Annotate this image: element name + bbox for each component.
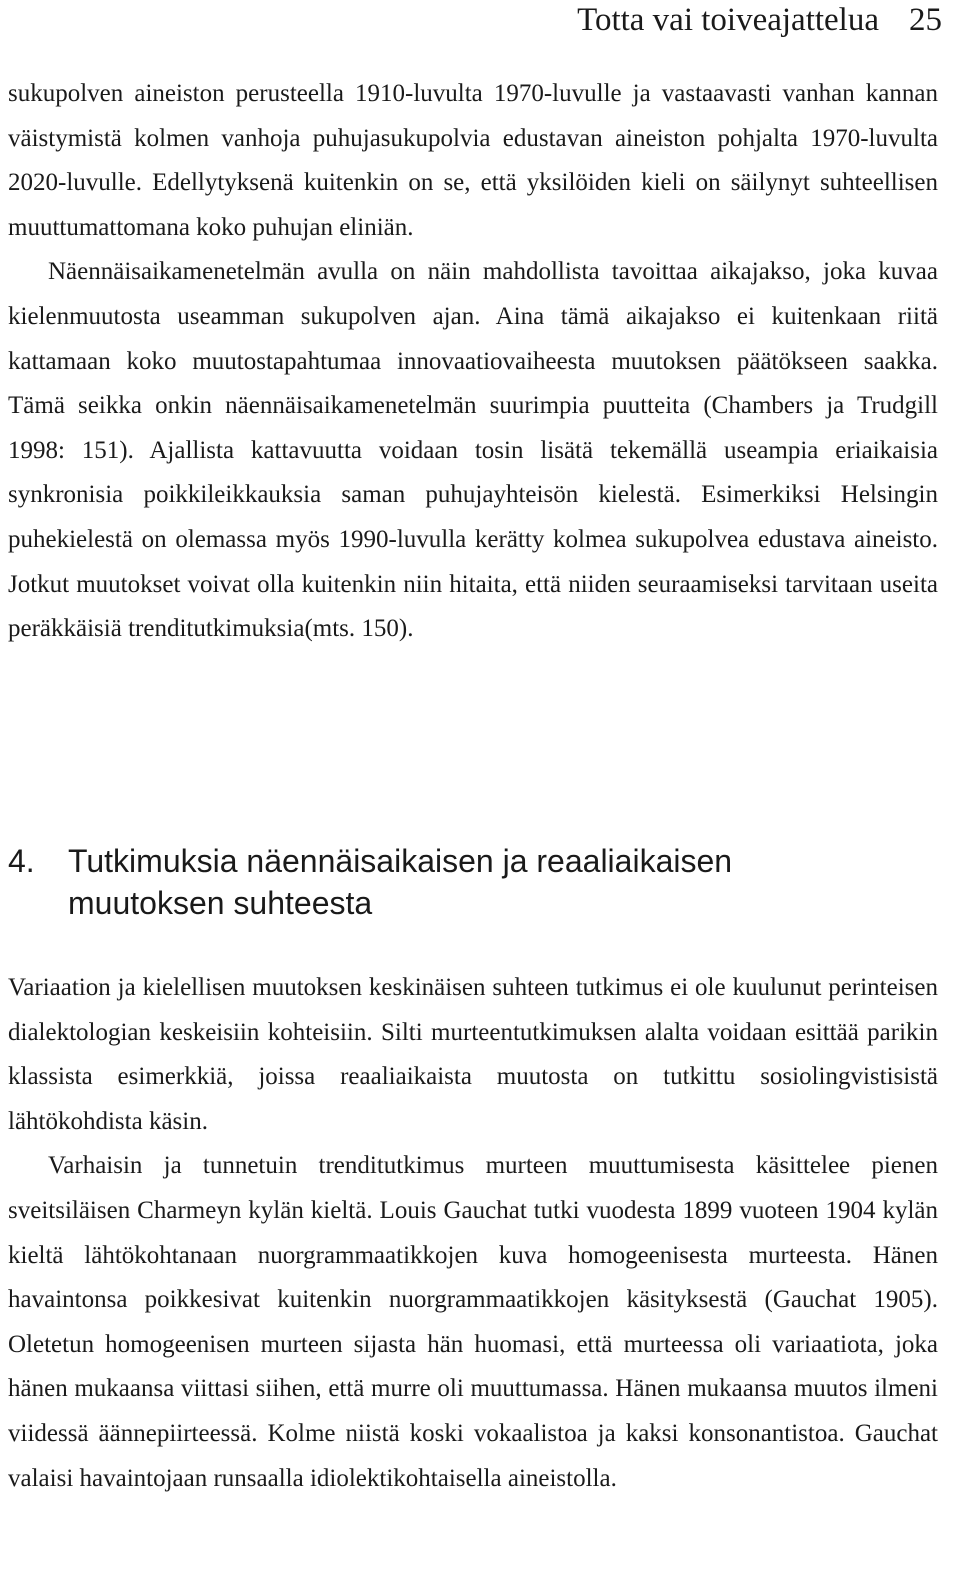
section-title-line-1: Tutkimuksia näennäisaikaisen ja reaaliaikaisen bbox=[68, 843, 733, 879]
paragraph: Variaation ja kielellisen muutoksen keskinäisen suhteen tutkimus ei ole kuulunut perinteisen dialektologian keskeisiin kohteisiin. Silti murteentutkimuksen alalta voidaan esittää parikin klassista esimerkkiä, joissa reaaliaikaista muutosta on tutkittu sosiolingvistisistä lähtökohdista käsin. bbox=[8, 974, 938, 1135]
paragraph-continued: sukupolven aineiston perusteella 1910-luvulta 1970-luvulle ja vastaavasti vanhan kannan väistymistä kolmen vanhoja puhujasukupolvia edustavan aineiston pohjalta 1970-luvulta 2020-luvulle. Edellytyksenä kuitenkin on se, että yksilöiden kieli on säilynyt suhteellisen muuttumattomana koko puhujan eliniän. bbox=[8, 80, 938, 241]
running-head-title: Totta vai toiveajattelua bbox=[577, 2, 879, 38]
page-number: 25 bbox=[909, 2, 942, 38]
section-title-line-2: muutoksen suhteesta bbox=[68, 885, 373, 921]
body-text-before-section bbox=[8, 72, 938, 652]
paragraph: Varhaisin ja tunnetuin trenditutkimus murteen muuttumisesta käsittelee pienen sveitsiläisen Charmeyn kylän kieltä. Louis Gauchat tutki vuodesta 1899 vuoteen 1904 kylän kieltä lähtökohtanaan nuorgrammaatikkojen kuva homogeenisesta murteesta. Hänen havaintonsa poikkesivat kuitenkin nuorgrammaatikkojen käsityksestä (Gauchat 1905). Oletetun homogeenisen murteen sijasta hän huomasi, että murteessa oli variaatiota, joka hänen mukaansa viittasi siihen, että murre oli muuttumassa. Hänen mukaansa muutos ilmeni viidessä äännepiirteessä. Kolme niistä koski vokaalistoa ja kaksi konsonantistoa. Gauchat valaisi havaintojaan runsaalla idiolektikohtaisella aineistolla. bbox=[8, 1152, 938, 1492]
section-number: 4. bbox=[8, 843, 35, 879]
body-text-after-section bbox=[8, 966, 938, 1501]
section-heading bbox=[8, 840, 938, 924]
paragraph: Näennäisaikamenetelmän avulla on näin mahdollista tavoittaa aikajakso, joka kuvaa kielenmuutosta useamman sukupolven ajan. Aina tämä aikajakso ei kuitenkaan riitä kattamaan koko muutostapahtumaa innovaatiovaiheesta muutoksen päätökseen saakka. Tämä seikka onkin näennäisaikamenetelmän suurimpia puutteita (Chambers ja Trudgill 1998: 151). Ajallista kattavuutta voidaan tosin lisätä tekemällä useampia eriaikaisia synkronisia poikkileikkauksia saman puhujayhteisön kielestä. Esimerkiksi Helsingin puhekielestä on olemassa myös 1990-luvulla kerätty kolmea sukupolvea edustava aineisto. Jotkut muutokset voivat olla kuitenkin niin hitaita, että niiden seuraamiseksi tarvitaan useita peräkkäisiä trenditutkimuksia(mts. 150). bbox=[8, 258, 938, 643]
running-head bbox=[577, 0, 942, 40]
